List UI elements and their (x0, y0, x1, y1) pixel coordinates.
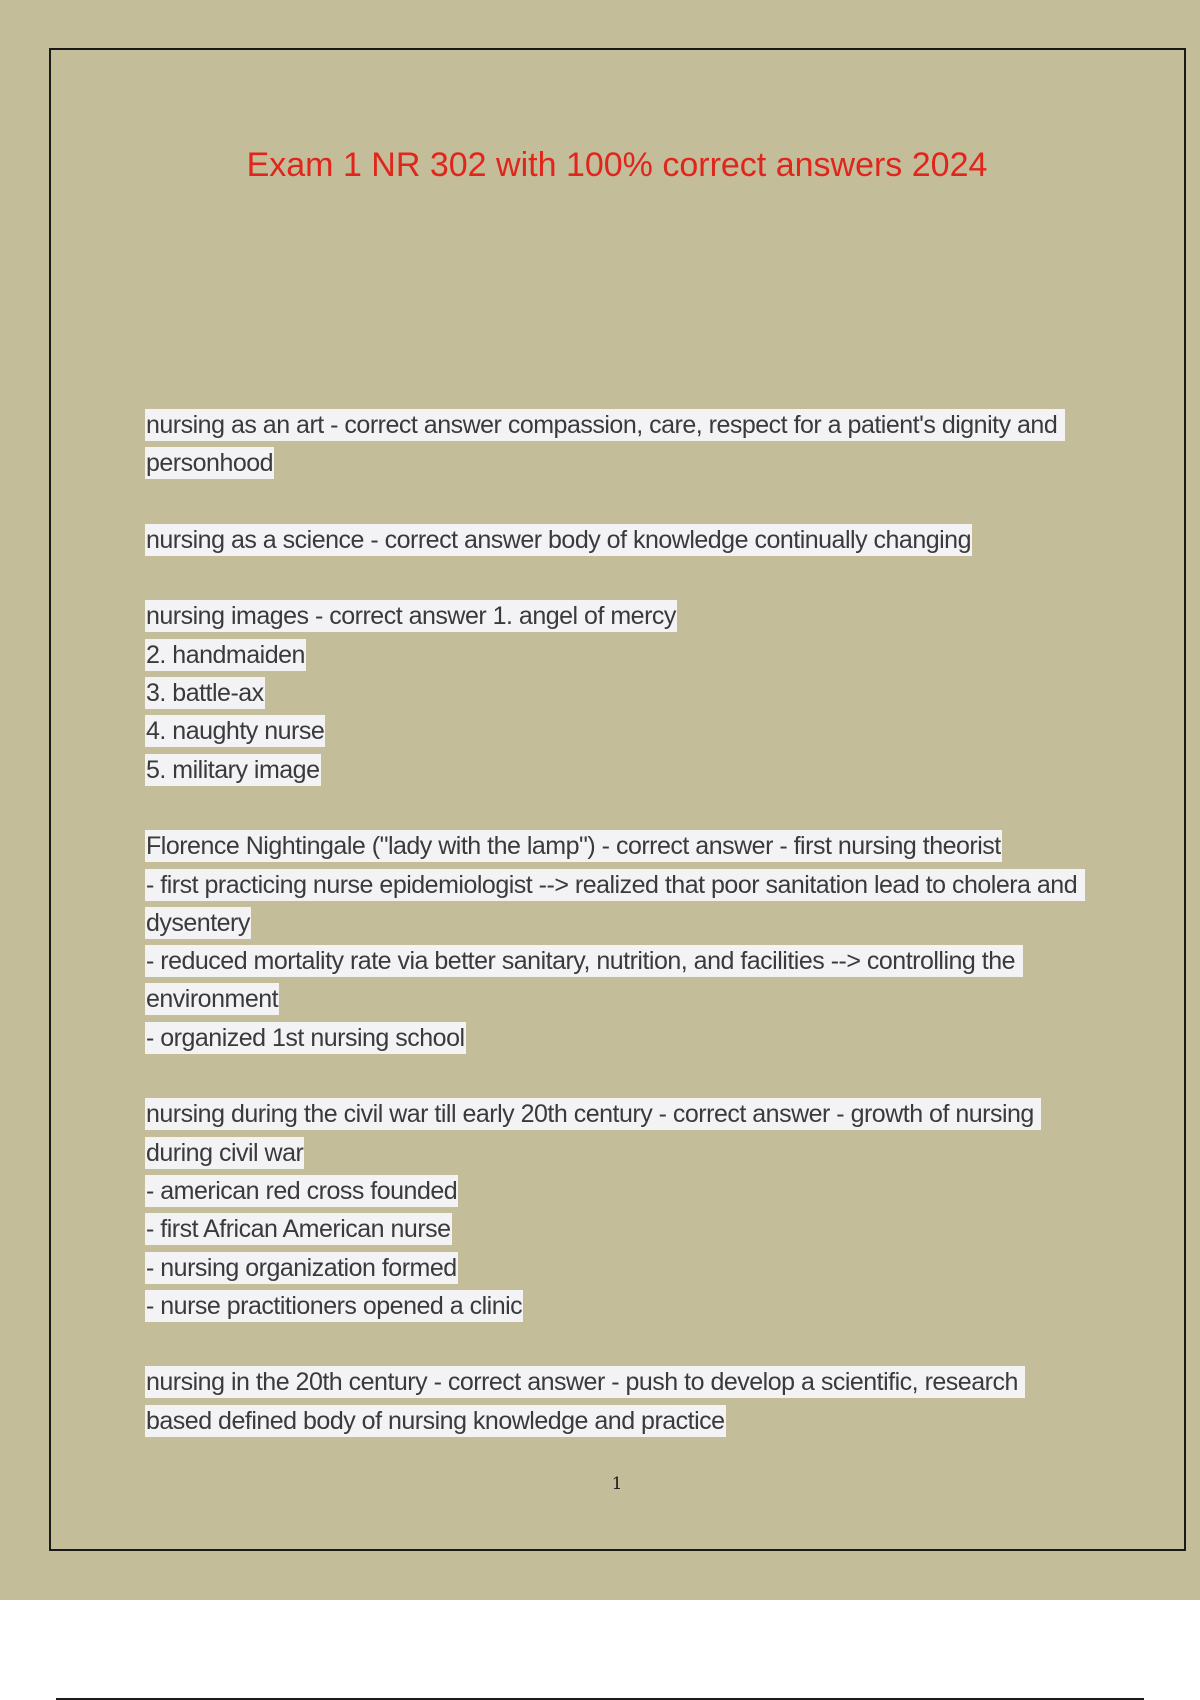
entry-line: 4. naughty nurse (146, 717, 325, 746)
entry-line: - nurse practitioners opened a clinic (146, 1291, 523, 1320)
entry-line: 5. military image (146, 755, 320, 784)
entry-line: nursing images - correct answer 1. angel of mercy (146, 602, 676, 631)
entry-line: nursing as an art - correct answer compassion, care, respect for a patient's dignity and personhood (146, 411, 1064, 478)
entry-line: - reduced mortality rate via better sanitary, nutrition, and facilities --> controlling the environment (146, 947, 1022, 1014)
entry-line: - first practicing nurse epidemiologist --> realized that poor sanitation lead to cholera and dysentery (146, 870, 1084, 937)
qa-entry-nursing-as-art (145, 406, 1085, 483)
qa-entry-nursing-images (145, 597, 1085, 788)
qa-entry-civil-war-nursing (145, 1095, 1085, 1325)
entry-line: 2. handmaiden (146, 640, 305, 669)
page-number: 1 (611, 1474, 623, 1494)
entry-line: Florence Nightingale ("lady with the lamp") - correct answer - first nursing theorist (146, 832, 1001, 861)
entry-line: nursing as a science - correct answer body of knowledge continually changing (146, 525, 971, 554)
qa-entry-nursing-as-science (145, 521, 1085, 559)
document-title: Exam 1 NR 302 with 100% correct answers 2024 (246, 146, 988, 184)
qa-entry-florence-nightingale (145, 827, 1085, 1057)
qa-entry-20th-century-nursing (145, 1363, 1085, 1440)
entry-line: nursing during the civil war till early 20th century - correct answer - growth of nursing during civil war (146, 1100, 1041, 1167)
qa-list (145, 406, 1085, 1440)
entry-line: - organized 1st nursing school (146, 1023, 465, 1052)
entry-line: - american red cross founded (146, 1176, 458, 1205)
entry-line: - first African American nurse (146, 1215, 451, 1244)
entry-line: - nursing organization formed (146, 1253, 457, 1282)
entry-line: nursing in the 20th century - correct answer - push to develop a scientific, research based defined body of nursing knowledge and practice (146, 1368, 1025, 1435)
entry-line: 3. battle-ax (146, 679, 264, 708)
